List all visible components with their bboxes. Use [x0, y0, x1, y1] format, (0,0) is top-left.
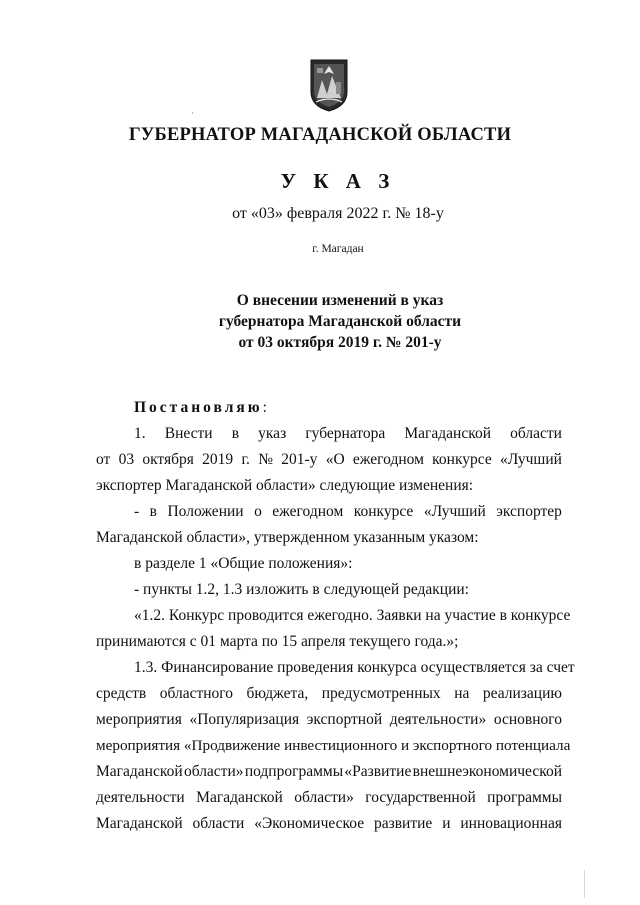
resolution-word: Постановляю	[134, 399, 263, 416]
resolution-heading	[134, 398, 562, 418]
paragraph-line: - в Положении о ежегодном конкурсе «Лучший экспортер	[134, 503, 562, 520]
document-subject	[0, 290, 640, 353]
scan-artifact	[584, 870, 585, 898]
paragraph-line: экспортер Магаданской области» следующие изменения:	[96, 477, 474, 494]
paragraph-line: мероприятия «Продвижение инвестиционного и экспортного потенциала	[96, 737, 571, 754]
paragraph-line: принимаются с 01 марта по 15 апреля текущего года.»;	[96, 633, 459, 650]
paragraph-line: Магаданской области «Экономическое развитие и инновационная	[96, 815, 562, 832]
paragraph-line: в разделе 1 «Общие положения»:	[134, 555, 353, 572]
resolution-colon: :	[262, 399, 267, 416]
paragraph-line: Магаданской области» подпрограммы «Развитие внешнеэкономической	[96, 763, 562, 780]
document-date-number: от «03» февраля 2022 г. № 18-у	[232, 205, 444, 222]
subject-line: от 03 октября 2019 г. № 201-у	[238, 334, 442, 351]
document-type: У К А З	[280, 169, 396, 193]
subject-line: губернатора Магаданской области	[218, 313, 462, 330]
paragraph-line: 1.3. Финансирование проведения конкурса осуществляется за счет	[134, 659, 575, 676]
paragraph-line: средств областного бюджета, предусмотренных на реализацию	[96, 685, 562, 702]
paragraph-line: 1. Внести в указ губернатора Магаданской области	[134, 425, 562, 442]
scan-artifact	[192, 112, 193, 114]
paragraph-line: - пункты 1.2, 1.3 изложить в следующей редакции:	[134, 581, 469, 598]
paragraph-line: Магаданской области», утвержденном указанным указом:	[96, 529, 479, 546]
paragraph-line: от 03 октября 2019 г. № 201-у «О ежегодном конкурсе «Лучший	[96, 451, 562, 468]
paragraph-line: «1.2. Конкурс проводится ежегодно. Заявки на участие в конкурсе	[134, 607, 571, 624]
document-place: г. Магадан	[312, 243, 364, 255]
paragraph-line: деятельности Магаданской области» государственной программы	[96, 789, 562, 806]
issuer-title: ГУБЕРНАТОР МАГАДАНСКОЙ ОБЛАСТИ	[128, 125, 512, 145]
coat-of-arms-emblem	[308, 58, 350, 112]
paragraph-line: мероприятия «Популяризация экспортной деятельности» основного	[96, 711, 562, 728]
subject-line: О внесении изменений в указ	[236, 292, 444, 309]
